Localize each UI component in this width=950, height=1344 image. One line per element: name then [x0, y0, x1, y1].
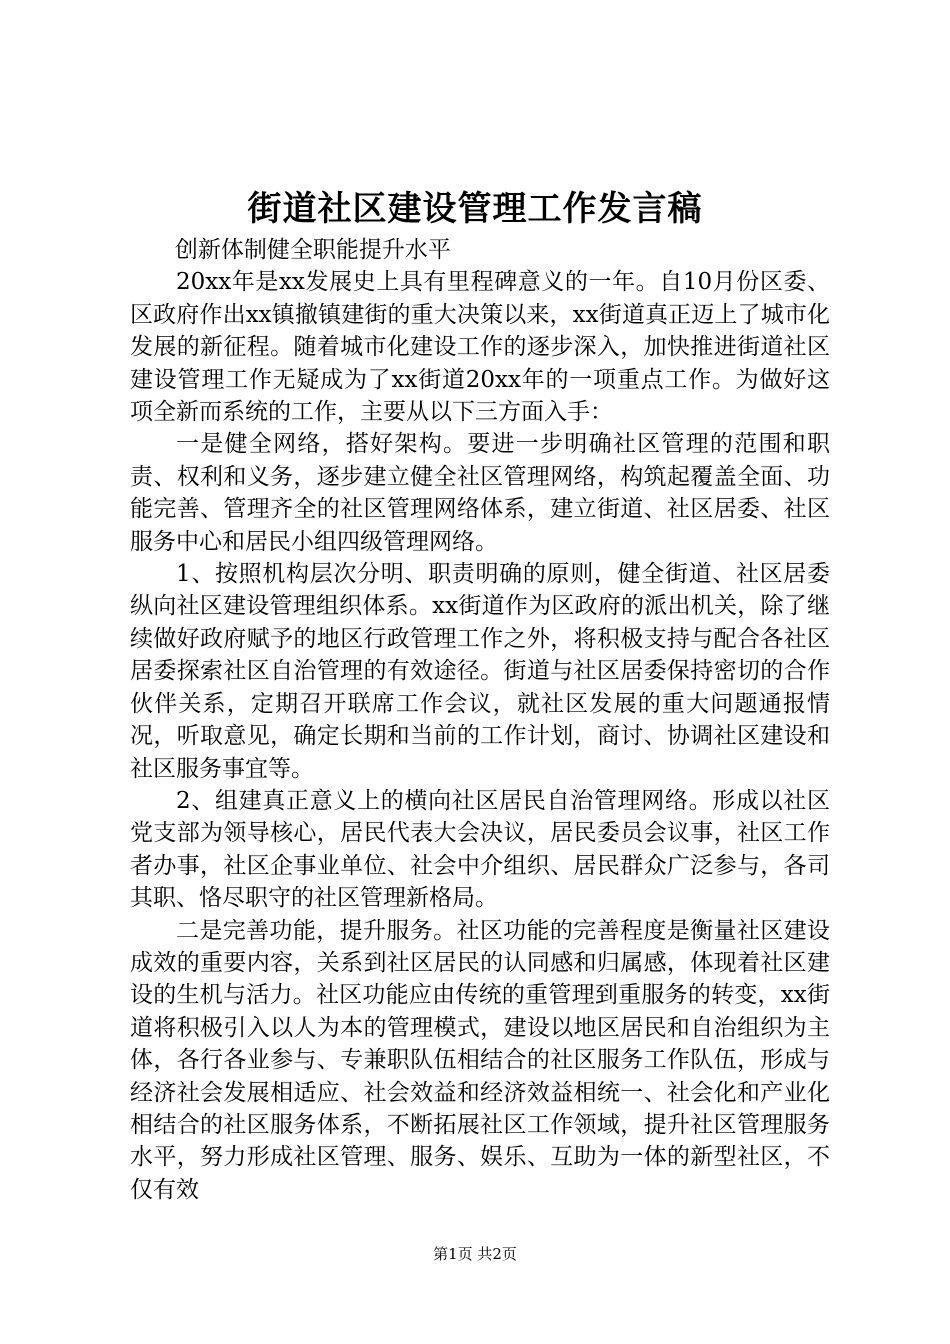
- document-title: 街道社区建设管理工作发言稿: [247, 189, 703, 229]
- paragraph-network: 一是健全网络，搭好架构。要进一步明确社区管理的范围和职责、权利和义务，逐步建立健全社区管理网络，构筑起覆盖全面、功能完善、管理齐全的社区管理网络体系，建立街道、社区居委、社区服务中心和居民小组四级管理网络。: [130, 431, 830, 555]
- paragraph-intro: 20xx年是xx发展史上具有里程碑意义的一年。自10月份区委、区政府作出xx镇撤镇建街的重大决策以来，xx街道真正迈上了城市化发展的新征程。随着城市化建设工作的逐步深入，加快推进街道社区建设管理工作无疑成为了xx街道20xx年的一项重点工作。为做好这项全新而系统的工作，主要从以下三方面入手：: [130, 269, 830, 426]
- document-body: [130, 234, 830, 1206]
- paragraph-service: 二是完善功能，提升服务。社区功能的完善程度是衡量社区建设成效的重要内容，关系到社区居民的认同感和归属感，体现着社区建设的生机与活力。社区功能应由传统的重管理到重服务的转变，xx街道将积极引入以人为本的管理模式，建设以地区居民和自治组织为主体，各行各业参与、专兼职队伍相结合的社区服务工作队伍，形成与经济社会发展相适应、社会效益和经济效益相统一、社会化和产业化相结合的社区服务体系，不断拓展社区工作领域，提升社区管理服务水平，努力形成社区管理、服务、娱乐、互助为一体的新型社区，不仅有效: [130, 917, 830, 1203]
- document-subtitle: 创新体制健全职能提升水平: [174, 237, 451, 263]
- paragraph-horizontal-network: 2、组建真正意义上的横向社区居民自治管理网络。形成以社区党支部为领导核心，居民代表大会决议，居民委员会议事，社区工作者办事，社区企事业单位、社会中介组织、居民群众广泛参与，各司其职、恪尽职守的社区管理新格局。: [130, 787, 830, 912]
- paragraph-vertical-system: 1、按照机构层次分明、职责明确的原则，健全街道、社区居委纵向社区建设管理组织体系。xx街道作为区政府的派出机关，除了继续做好政府赋予的地区行政管理工作之外，将积极支持与配合各社区居委探索社区自治管理的有效途径。街道与社区居委保持密切的合作伙伴关系，定期召开联席工作会议，就社区发展的重大问题通报情况，听取意见，确定长期和当前的工作计划，商讨、协调社区建设和社区服务事宜等。: [130, 561, 830, 782]
- page-number-footer: 第1页 共2页: [433, 1245, 517, 1263]
